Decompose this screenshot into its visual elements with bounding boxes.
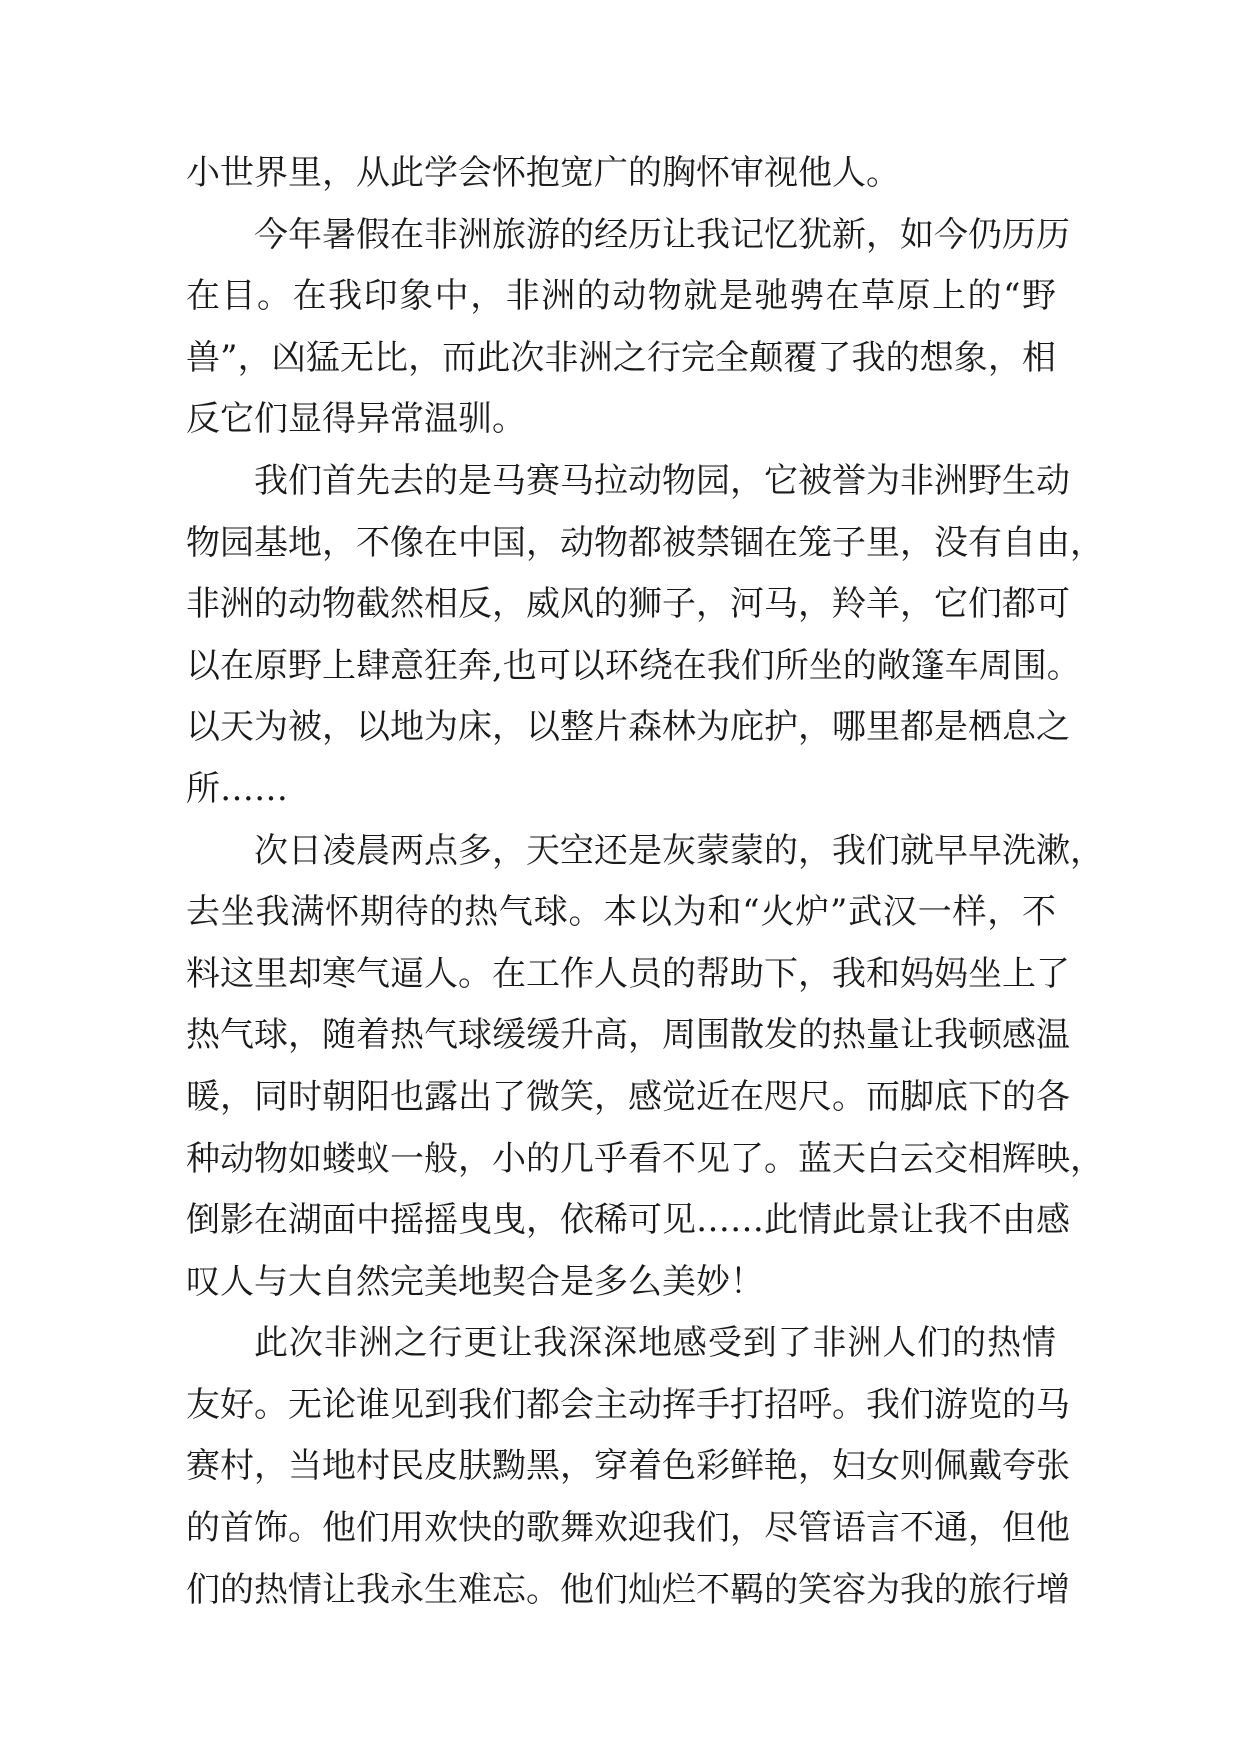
text-line: 赛村，当地村民皮肤黝黑，穿着色彩鲜艳，妇女则佩戴夸张 xyxy=(186,1446,1070,1487)
text-line: 料这里却寒气逼人。在工作人员的帮助下，我和妈妈坐上了 xyxy=(186,953,1070,994)
paragraph-first-line: 次日凌晨两点多，天空还是灰蒙蒙的，我们就早早洗漱， xyxy=(254,830,1104,871)
paragraph-first-line: 我们首先去的是马赛马拉动物园，它被誉为非洲野生动 xyxy=(254,460,1070,501)
text-line: 叹人与大自然完美地契合是多么美妙！ xyxy=(186,1261,764,1302)
text-line: 友好。无论谁见到我们都会主动挥手打招呼。我们游览的马 xyxy=(186,1384,1070,1425)
text-line: 去坐我满怀期待的热气球。本以为和“火炉”武汉一样，不 xyxy=(186,892,1056,933)
paragraph-first-line: 此次非洲之行更让我深深地感受到了非洲人们的热情 xyxy=(254,1323,1056,1364)
body-text xyxy=(186,153,1104,1631)
text-line: 以天为被，以地为床，以整片森林为庇护，哪里都是栖息之 xyxy=(186,707,1070,748)
text-line: 暖，同时朝阳也露出了微笑，感觉近在咫尺。而脚底下的各 xyxy=(186,1076,1070,1117)
text-line: 倒影在湖面中摇摇曳曳，依稀可见……此情此景让我不由感 xyxy=(186,1200,1070,1241)
text-line: 所…… xyxy=(186,768,288,809)
text-line: 热气球，随着热气球缓缓升高，周围散发的热量让我顿感温 xyxy=(186,1015,1070,1056)
text-line: 非洲的动物截然相反，威风的狮子，河马，羚羊，它们都可 xyxy=(186,584,1070,625)
paragraph-first-line: 今年暑假在非洲旅游的经历让我记忆犹新，如今仍历历 xyxy=(254,214,1070,255)
text-line: 兽”，凶猛无比，而此次非洲之行完全颠覆了我的想象，相 xyxy=(186,337,1056,378)
text-line: 的首饰。他们用欢快的歌舞欢迎我们，尽管语言不通，但他 xyxy=(186,1508,1070,1549)
text-line: 们的热情让我永生难忘。他们灿烂不羁的笑容为我的旅行增 xyxy=(186,1569,1070,1610)
text-line: 在目。在我印象中，非洲的动物就是驰骋在草原上的“野 xyxy=(186,276,1056,317)
text-line: 种动物如蝼蚁一般，小的几乎看不见了。蓝天白云交相辉映， xyxy=(186,1138,1104,1179)
text-line: 物园基地，不像在中国，动物都被禁锢在笼子里，没有自由， xyxy=(186,522,1104,563)
text-line: 反它们显得异常温驯。 xyxy=(186,399,526,440)
text-line: 以在原野上肆意狂奔,也可以环绕在我们所坐的敞篷车周围。 xyxy=(186,645,1081,686)
text-line: 小世界里，从此学会怀抱宽广的胸怀审视他人。 xyxy=(186,153,900,193)
